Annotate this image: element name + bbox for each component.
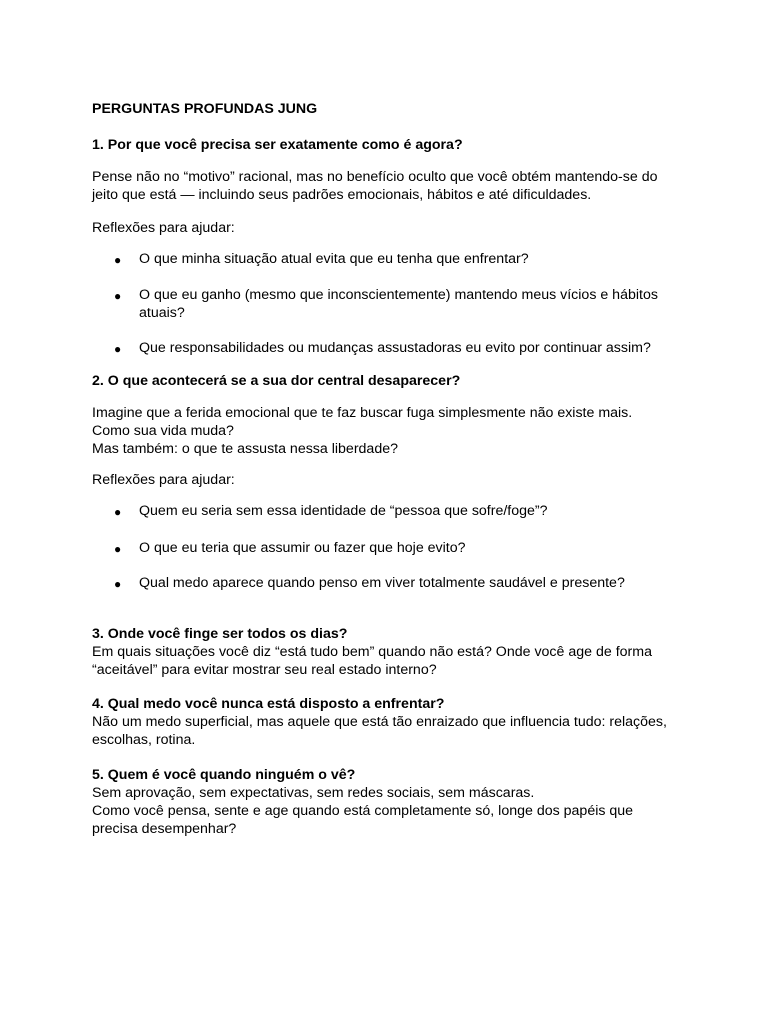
paragraph-line: Pense não no “motivo” racional, mas no benefício oculto que você obtém mantendo-se do bbox=[92, 169, 658, 185]
paragraph-line: jeito que está — incluindo seus padrões emocionais, hábitos e até dificuldades. bbox=[92, 187, 592, 203]
list-item-line: Quem eu seria sem essa identidade de “pessoa que sofre/foge”? bbox=[139, 503, 548, 519]
question-2-bullet-3 bbox=[139, 575, 699, 593]
bullet-icon: ● bbox=[114, 342, 122, 356]
question-2-bullet-2 bbox=[139, 540, 699, 558]
list-item-line: Que responsabilidades ou mudanças assustadoras eu evito por continuar assim? bbox=[139, 340, 651, 356]
bullet-icon: ● bbox=[114, 542, 122, 556]
question-5-section bbox=[92, 766, 682, 838]
question-1-bullet-1 bbox=[139, 251, 699, 269]
question-1-reflections-label: Reflexões para ajudar: bbox=[92, 220, 235, 236]
paragraph-line: precisa desempenhar? bbox=[92, 821, 237, 837]
question-1-bullet-2 bbox=[139, 287, 699, 322]
list-item-line: O que eu teria que assumir ou fazer que hoje evito? bbox=[139, 540, 466, 556]
question-4-section bbox=[92, 695, 682, 749]
paragraph-line: Sem aprovação, sem expectativas, sem redes sociais, sem máscaras. bbox=[92, 785, 535, 801]
paragraph-line: Como você pensa, sente e age quando está completamente só, longe dos papéis que bbox=[92, 803, 634, 819]
bullet-icon: ● bbox=[114, 289, 122, 303]
document-title: PERGUNTAS PROFUNDAS JUNG bbox=[92, 101, 318, 117]
question-2-paragraph bbox=[92, 404, 682, 458]
list-item-line: atuais? bbox=[139, 304, 185, 321]
paragraph-line: “aceitável” para evitar mostrar seu real estado interno? bbox=[92, 662, 437, 678]
question-2-heading: 2. O que acontecerá se a sua dor central desaparecer? bbox=[92, 373, 461, 389]
paragraph-line: escolhas, rotina. bbox=[92, 732, 196, 748]
question-2-reflections-label: Reflexões para ajudar: bbox=[92, 472, 235, 488]
list-item-line: O que minha situação atual evita que eu tenha que enfrentar? bbox=[139, 251, 529, 267]
question-5-heading: 5. Quem é você quando ninguém o vê? bbox=[92, 767, 356, 783]
paragraph-line: Como sua vida muda? bbox=[92, 423, 234, 439]
question-1-heading: 1. Por que você precisa ser exatamente como é agora? bbox=[92, 137, 463, 153]
paragraph-line: Mas também: o que te assusta nessa liberdade? bbox=[92, 441, 398, 457]
bullet-icon: ● bbox=[114, 577, 122, 591]
list-item-line: Qual medo aparece quando penso em viver totalmente saudável e presente? bbox=[139, 575, 625, 591]
question-1-bullet-3 bbox=[139, 340, 699, 358]
paragraph-line: Imagine que a ferida emocional que te faz buscar fuga simplesmente não existe mais. bbox=[92, 405, 633, 421]
question-1-paragraph bbox=[92, 168, 682, 204]
paragraph-line: Em quais situações você diz “está tudo bem” quando não está? Onde você age de forma bbox=[92, 644, 652, 660]
bullet-icon: ● bbox=[114, 253, 122, 267]
question-2-bullet-1 bbox=[139, 503, 699, 521]
list-item-line: O que eu ganho (mesmo que inconscientemente) mantendo meus vícios e hábitos bbox=[139, 287, 658, 303]
paragraph-line: Não um medo superficial, mas aquele que está tão enraizado que influencia tudo: relações, bbox=[92, 714, 667, 730]
bullet-icon: ● bbox=[114, 505, 122, 519]
question-4-heading: 4. Qual medo você nunca está disposto a enfrentar? bbox=[92, 696, 445, 712]
question-3-heading: 3. Onde você finge ser todos os dias? bbox=[92, 626, 348, 642]
question-3-section bbox=[92, 625, 682, 679]
